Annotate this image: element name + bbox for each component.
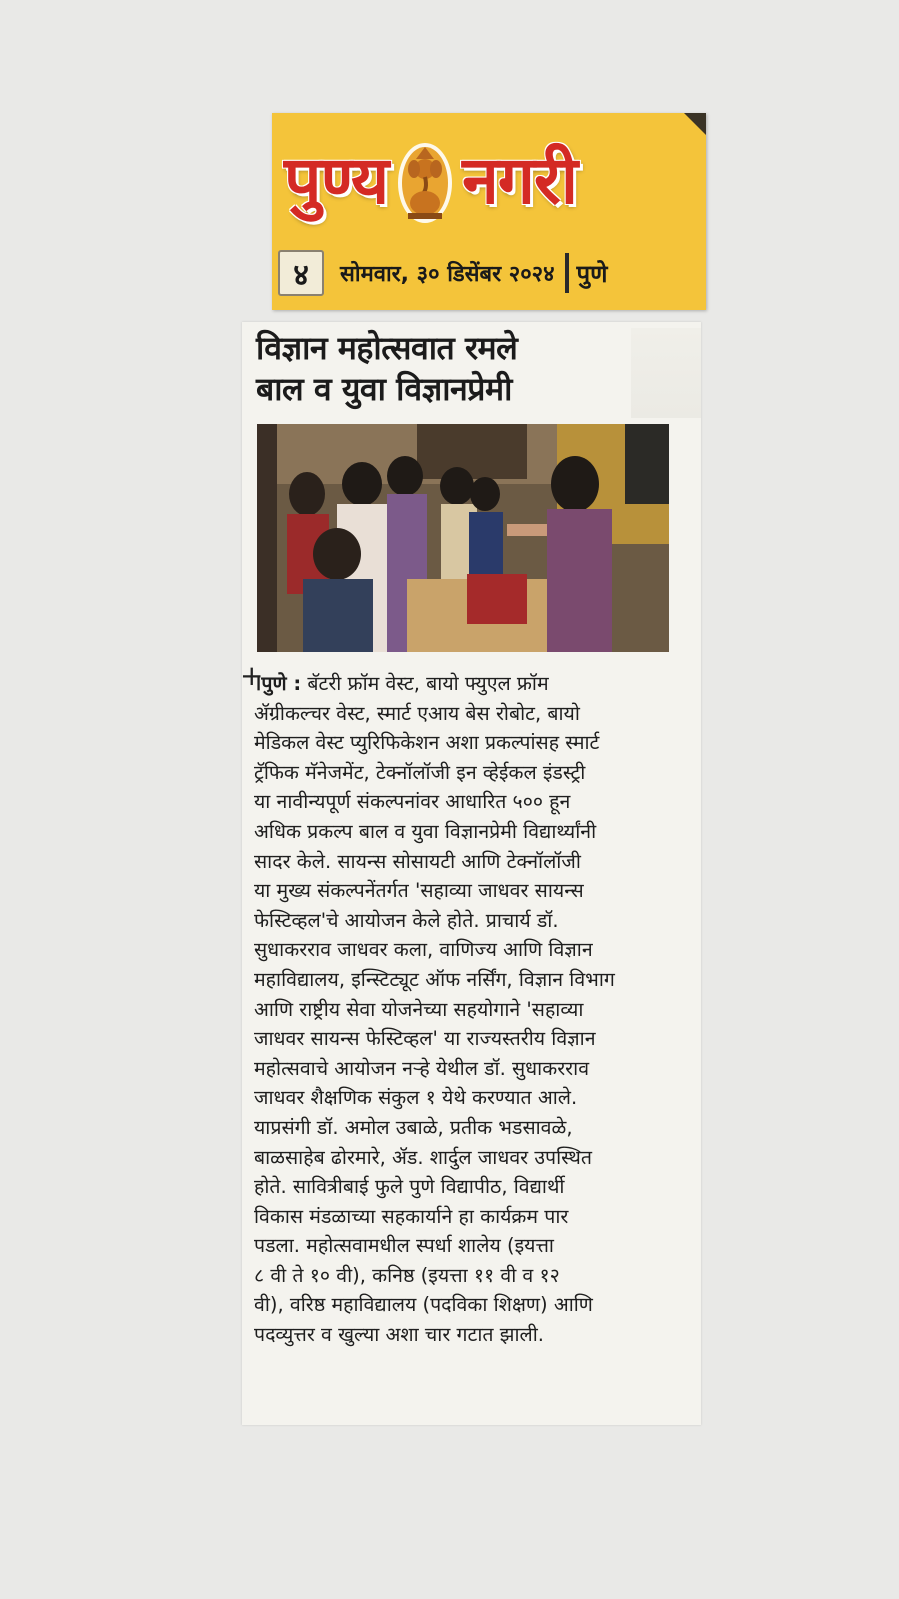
body-line: सादर केले. सायन्स सोसायटी आणि टेक्नॉलॉजी (254, 849, 581, 873)
strip-divider (565, 253, 569, 293)
body-line: बाळसाहेब ढोरमारे, ॲड. शार्दुल जाधवर उपस्थित (254, 1145, 592, 1169)
body-line: महाविद्यालय, इन्स्टिट्यूट ऑफ नर्सिंग, विज्ञान विभाग (254, 967, 615, 991)
body-line: पडला. महोत्सवामधील स्पर्धा शालेय (इयत्ता (254, 1234, 554, 1258)
body-line: ट्रॅफिक मॅनेजमेंट, टेक्नॉलॉजी इन व्हेईकल इंडस्ट्री (254, 760, 586, 784)
body-line: महोत्सवाचे आयोजन नऱ्हे येथील डॉ. सुधाकरराव (254, 1056, 590, 1080)
body-dateline: ।पुणे : (254, 672, 302, 695)
body-line: याप्रसंगी डॉ. अमोल उबाळे, प्रतीक भडसावळे, (254, 1115, 573, 1139)
newspaper-logo (284, 131, 694, 231)
body-line: विकास मंडळाच्या सहकार्याने हा कार्यक्रम पार (254, 1204, 569, 1228)
body-line: या नावीन्यपूर्ण संकल्पनांवर आधारित ५०० हून (254, 790, 571, 814)
body-line: होते. सावित्रीबाई फुले पुणे विद्यापीठ, विद्यार्थी (254, 1175, 565, 1199)
article-headline (256, 328, 676, 410)
logo-word-right: नगरी (462, 142, 578, 219)
body-line: आणि राष्ट्रीय सेवा योजनेच्या सहयोगाने 'सहाव्या (254, 997, 584, 1021)
page-number-box: ४ (278, 250, 324, 296)
publication-date: सोमवार, ३० डिसेंबर २०२४ (340, 262, 555, 287)
article-body (254, 669, 686, 1350)
headline-line: बाल व युवा विज्ञानप्रेमी (256, 370, 512, 408)
headline-line: विज्ञान महोत्सवात रमले (256, 329, 518, 367)
body-line: जाधवर शैक्षणिक संकुल १ येथे करण्यात आले. (254, 1086, 578, 1110)
article-clipping (242, 322, 701, 1425)
body-line: मेडिकल वेस्ट प्युरिफिकेशन अशा प्रकल्पांसह स्मार्ट (254, 731, 600, 755)
body-line: सुधाकरराव जाधवर कला, वाणिज्य आणि विज्ञान (254, 938, 593, 962)
body-line: पदव्युत्तर व खुल्या अशा चार गटात झाली. (254, 1323, 544, 1347)
body-line-text: बॅटरी फ्रॉम वेस्ट, बायो फ्युएल फ्रॉम (307, 672, 549, 695)
body-line (254, 669, 686, 699)
article-photo (257, 424, 669, 652)
edition-city: पुणे (576, 259, 608, 288)
logo-word-left: पुण्य (284, 142, 389, 219)
science-exhibition-photo-image (257, 424, 669, 652)
body-line: अधिक प्रकल्प बाल व युवा विज्ञानप्रेमी विद्यार्थ्यांनी (254, 819, 597, 843)
body-line: ८ वी ते १० वी), कनिष्ठ (इयत्ता ११ वी व १२ (254, 1263, 560, 1287)
ganesha-emblem-icon (394, 137, 456, 225)
date-strip (278, 247, 702, 299)
body-line: वी), वरिष्ठ महाविद्यालय (पदविका शिक्षण) आणि (254, 1293, 593, 1317)
plus-register-mark-icon: + (240, 659, 264, 692)
body-line: या मुख्य संकल्पनेंतर्गत 'सहाव्या जाधवर सायन्स (254, 879, 584, 903)
newspaper-masthead (272, 113, 706, 310)
body-line: जाधवर सायन्स फेस्टिव्हल' या राज्यस्तरीय विज्ञान (254, 1027, 596, 1051)
body-line: ॲग्रीकल्चर वेस्ट, स्मार्ट एआय बेस रोबोट, बायो (254, 701, 580, 725)
body-line: फेस्टिव्हल'चे आयोजन केले होते. प्राचार्य डॉ. (254, 908, 559, 932)
